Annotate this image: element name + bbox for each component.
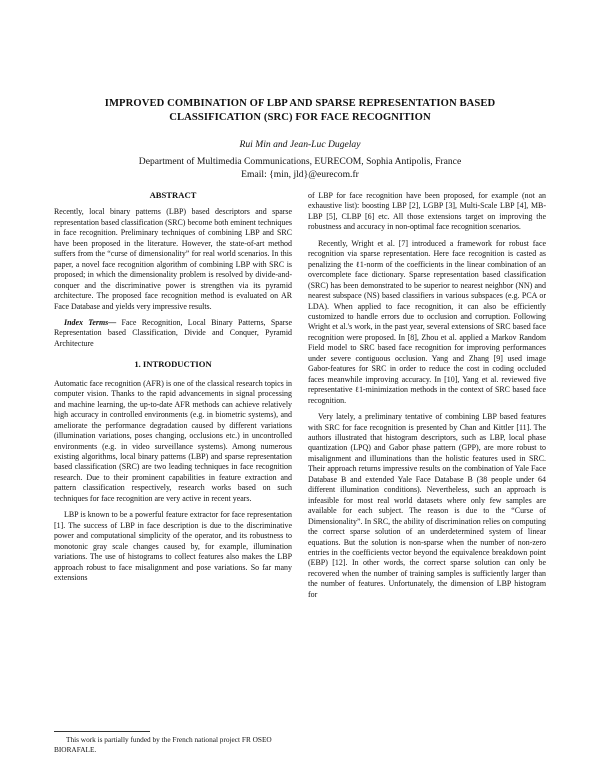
email: Email: {min, jld}@eurecom.fr <box>241 169 359 180</box>
abstract-text: Recently, local binary patterns (LBP) based descriptors and sparse representation based classification (SRC) become both eminent techniques in face recognition. Preliminary techniques of combining LBP and SRC have been proposed in the literature. However, the state-of-art method suffers from the “curse of dimensionality” for real world scenarios. In this paper, a novel face recognition algorithm of combining LBP with SRC is proposed; in which the dimensionality problem is resolved by divide-and-conquer and the discriminative power is strengthen via its pyramid architecture. The proposed face recognition method is evaluated on AR Face Database and yields very impressive results. <box>54 207 292 311</box>
affiliation-block <box>0 155 600 181</box>
left-column <box>54 190 292 583</box>
index-terms-label: Index Terms— <box>64 317 117 327</box>
index-terms <box>54 318 292 349</box>
right-paragraph-2: Recently, Wright et al. [7] introduced a framework for robust face recognition via sparse representation. Here face recognition is casted as penalizing the ℓ1-norm of the coefficients in the linear combination of an overcomplete face dictionary. Sparse representation based classification (SRC) has been demonstrated to be superior to nearest neighbor (NN) and nearest subspace (NS) based classifiers in various subspaces (e.g. PCA or LDA). When applied to face recognition, it can also be efficiently customized to handle errors due to occlusion and corruption. Following Wright et al.'s work, in the past year, several extensions of SRC based face recognition were proposed. In [8], Zhou et al. applied a Markov Random Field model to SRC based face recognition for improving performances under severe contiguous occlusion. Yang and Zhang [9] used image Gabor-features for SRC in order to reduce the cost in coding occluded faces meanwhile improving accuracy. In [10], Yang et al. reviewed five representative ℓ1-minimization methods in the context of SRC based face recognition. <box>308 238 546 405</box>
paper-title <box>60 97 540 125</box>
index-terms-text: Face Recognition, Local Binary Patterns, Sparse Representation based Classification, Divide and Conquer, Pyramid Architecture <box>54 317 292 348</box>
right-column <box>308 191 546 600</box>
footnote <box>54 735 292 754</box>
footnote-text: This work is partially funded by the French national project FR OSEO BIORAFALE. <box>54 735 272 754</box>
right-paragraph-3: Very lately, a preliminary tentative of combining LBP based features with SRC for face recognition is presented by Chan and Kittler [11]. The authors illustrated that histogram descriptors, such as LBP, local phase quantization (LPQ) and Gabor phase pattern (GPP), are more robust to misalignment and illuminations than the holistic features used in SRC. Their approach returns impressive results on the combination of Yale Face Database B and extended Yale Face Database B (38 people under 64 different illumination conditions). Nevertheless, such an approach is infeasible for most real world datasets where only few samples are available for each subject. The reason is due to the “Curse of Dimensionality”. In SRC, the ability of discrimination relies on computing the correct sparse solution of an underdetermined system of linear equations. But the solution is non-sparse when the number of non-zero entries in the coefficients vector beyond the equivalence breakdown point (EBP) [12]. In other words, the correct sparse solution can only be recovered when the number of training samples is sufficiently larger than the number of features. Unfortunately, the dimension of LBP histogram for <box>308 412 546 599</box>
abstract-heading: ABSTRACT <box>149 190 197 200</box>
affiliation: Department of Multimedia Communications, EURECOM, Sophia Antipolis, France <box>138 156 462 167</box>
intro-heading: 1. INTRODUCTION <box>134 359 212 370</box>
intro-paragraph-2: LBP is known to be a powerful feature extractor for face representation [1]. The success of LBP in face description is due to the discriminative power and computational simplicity of the operator, and its robustness to monotonic gray scale changes caused by, for example, illumination variations. The use of histograms to collect features also makes the LBP approach robust to face misalignment and pose variations. So far many extensions <box>54 510 292 582</box>
title-line-2: CLASSIFICATION (SRC) FOR FACE RECOGNITION <box>169 112 431 123</box>
authors: Rui Min and Jean-Luc Dugelay <box>239 139 361 150</box>
right-paragraph-1: of LBP for face recognition have been proposed, for example (not an exhaustive list): boosting LBP [2], LGBP [3], Multi-Scale LBP [4], MB-LBP [5], CLBP [6] etc. All those extensions target on improving the robustness and accuracy in non-optimal face recognition scenarios. <box>308 191 546 232</box>
footnote-rule <box>54 731 150 732</box>
title-line-1: IMPROVED COMBINATION OF LBP AND SPARSE REPRESENTATION BASED <box>104 98 496 109</box>
intro-paragraph-1: Automatic face recognition (AFR) is one of the classical research topics in computer vision. Thanks to the rapid advancements in signal processing and machine learning, the up-to-date AFR methods can achieve relatively high accuracy in controlled environments (e.g. in biometric systems), and ameliorate the performance degradation caused by different variations (illumination variations, poses changing, occlusions etc.) in uncontrolled environments (e.g. in video surveillance systems). Among numerous existing algorithms, local binary patterns (LBP) and sparse representation based classification (SRC) are two leading techniques in face recognition research. Due to their prominent capabilities in feature extraction and pattern classification respectively, research works based on such techniques for face recognition are very active in recent years. <box>54 378 292 503</box>
